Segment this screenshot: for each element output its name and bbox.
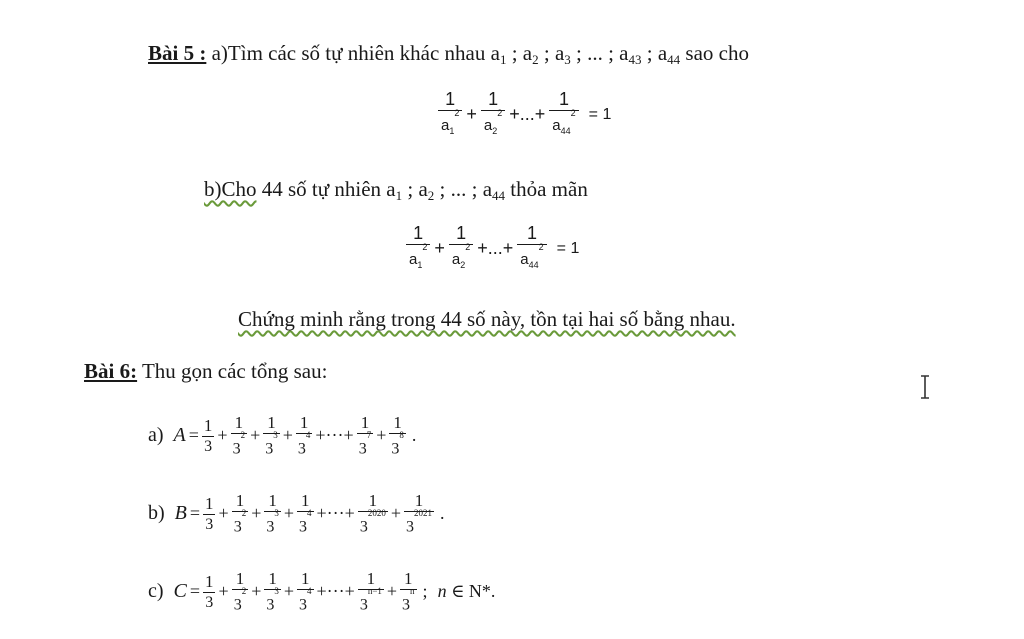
bai5-equation-b: $\frac{1}{a_1^2}$ + $\frac{1}{a_2^2}$ +...+ $\frac{1}{a_{44}^2}$ = 1 xyxy=(404,222,587,275)
bai5-part-a-text: a)Tìm các số tự nhiên khác nhau a xyxy=(206,41,500,65)
bai5-part-b-line: b)Cho 44 số tự nhiên $a_1$ ; $a_2$ ; ... ; $a_{44}$ thỏa mãn xyxy=(204,177,588,203)
bai6-item-c: c) C = $\frac{1}{3}$ + $\frac{1}{3^2}$ + $\frac{1}{3^3}$ + $\frac{1}{3^4}$ +···+ $\frac{1}{3^{n-1}}$ + $\frac{1}{3^n}$ ; n ∈ N*. xyxy=(148,569,496,614)
bai6-title: Bài 6: xyxy=(84,359,138,383)
bai6-item-b: b) B = $\frac{1}{3}$ + $\frac{1}{3^2}$ + $\frac{1}{3^3}$ + $\frac{1}{3^4}$ +···+ $\frac{1}{3^{2020}}$ + $\frac{1}{3^{2021}}$ . xyxy=(148,491,445,536)
bai5-part-a-line: Bài 5 : a)Tìm các số tự nhiên khác nhau $a_1$ ; $a_2$ ; $a_3$ ; ... ; $a_{43}$ ; $a_{44}$ sao cho xyxy=(148,41,749,67)
bai5-equation-a: $\frac{1}{a_1^2}$ + $\frac{1}{a_2^2}$ +...+ $\frac{1}{a_{44}^2}$ = 1 xyxy=(436,88,619,141)
bai5-title: Bài 5 : xyxy=(148,41,207,65)
bai6-item-a: a) A = $\frac{1}{3}$ + $\frac{1}{3^2}$ + $\frac{1}{3^3}$ + $\frac{1}{3^4}$ +···+ $\frac{1}{3^7}$ + $\frac{1}{3^8}$ . xyxy=(148,413,417,458)
bai6-instruction: Thu gọn các tổng sau: xyxy=(137,359,328,383)
text-cursor-icon xyxy=(918,374,932,400)
bai5-conclusion: Chứng minh rằng trong 44 số này, tồn tại hai số bằng nhau. xyxy=(238,307,736,331)
bai6-heading xyxy=(84,358,327,384)
condition: n ∈ N*. xyxy=(437,581,496,602)
bai5-part-a-tail: sao cho xyxy=(680,41,749,65)
